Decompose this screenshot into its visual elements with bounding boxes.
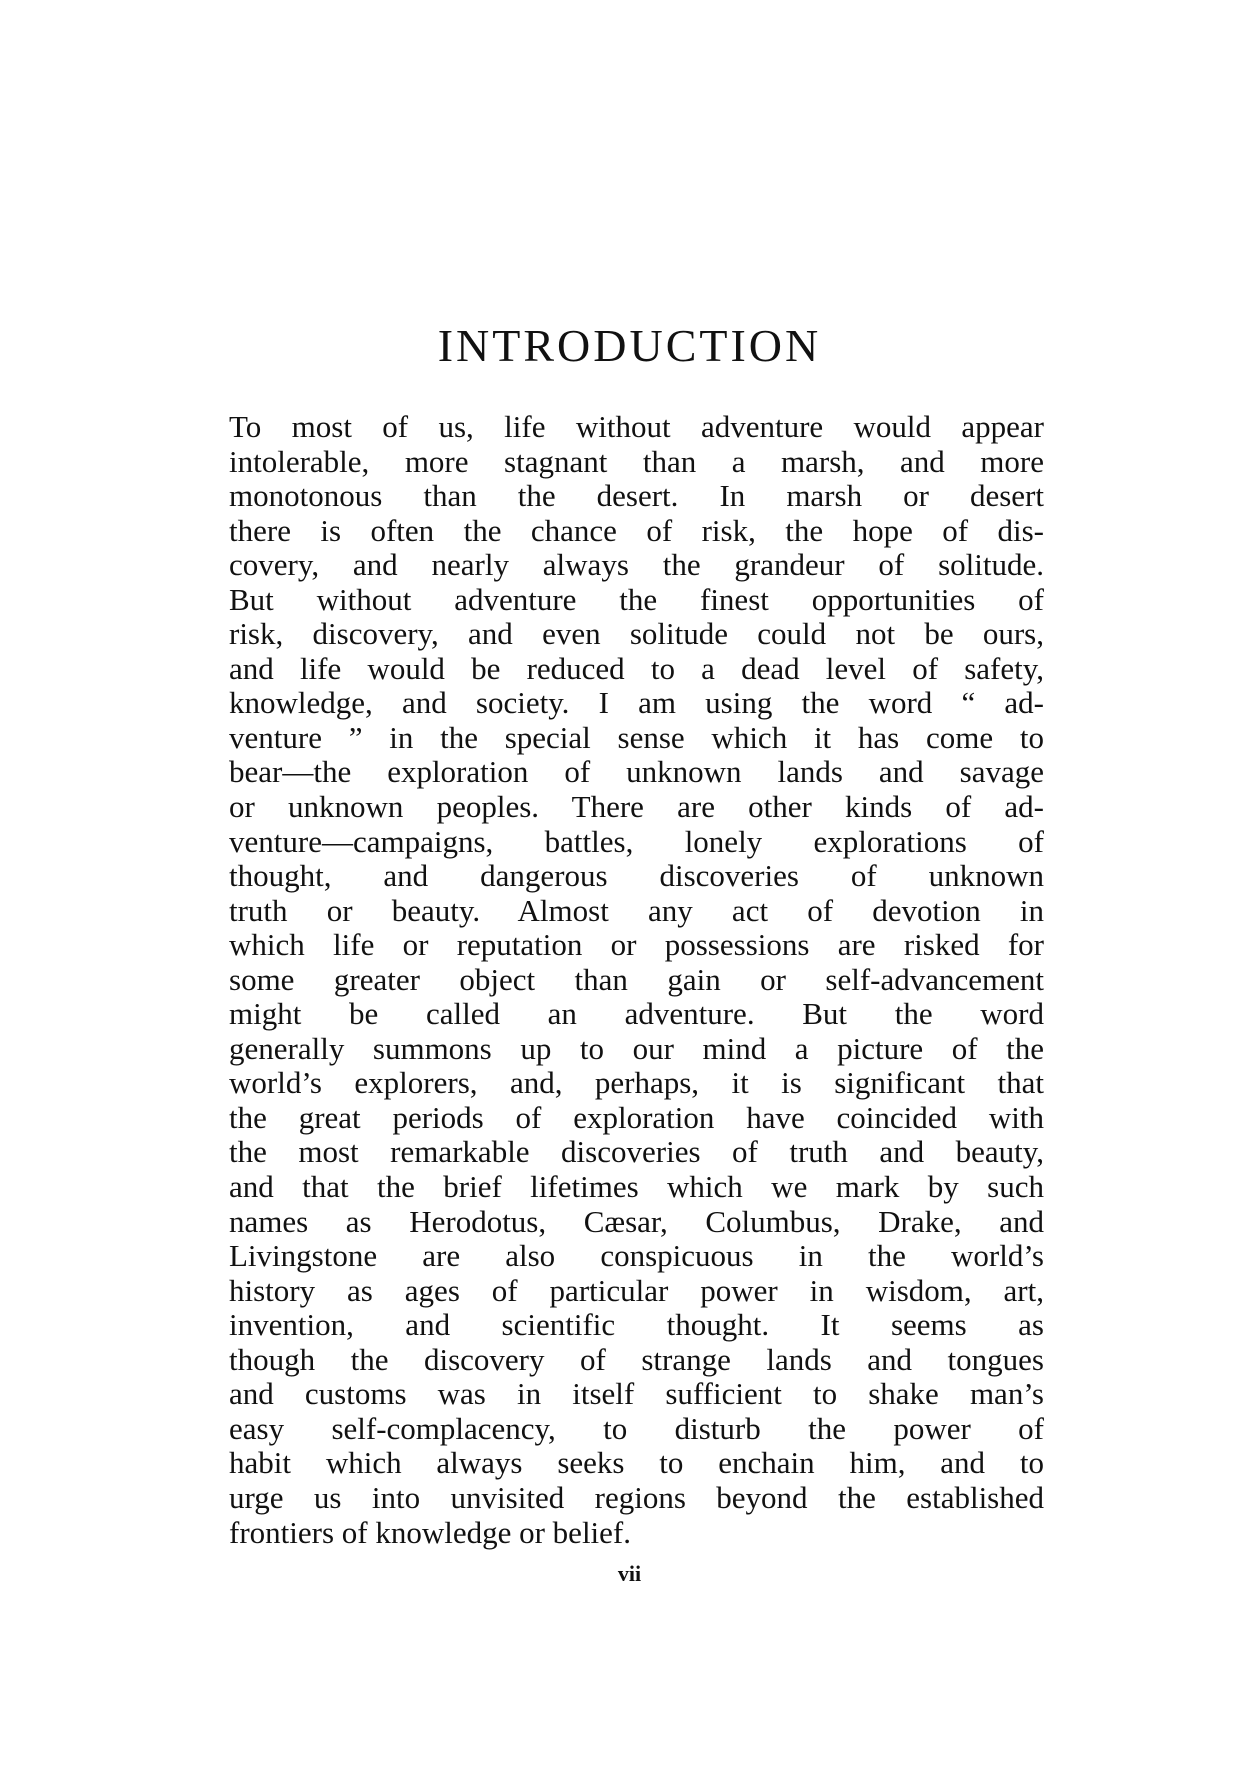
- paragraph-line: the great periods of exploration have coincided with: [229, 1099, 1044, 1135]
- paragraph-line: or unknown peoples. There are other kinds of ad-: [229, 789, 1044, 825]
- body-paragraph: [229, 410, 1044, 1550]
- paragraph-line: But without adventure the finest opportunities of: [229, 581, 1044, 617]
- paragraph-line: truth or beauty. Almost any act of devotion in: [229, 892, 1044, 928]
- paragraph-line: might be called an adventure. But the word: [229, 996, 1044, 1032]
- paragraph-line: venture—campaigns, battles, lonely explorations of: [229, 823, 1044, 859]
- paragraph-line: bear—the exploration of unknown lands and savage: [229, 754, 1044, 790]
- paragraph-line: To most of us, life without adventure would appear: [229, 409, 1044, 444]
- paragraph-line: names as Herodotus, Cæsar, Columbus, Drake, and: [229, 1203, 1044, 1239]
- paragraph-line: intolerable, more stagnant than a marsh, and more: [229, 443, 1044, 479]
- paragraph-line: history as ages of particular power in wisdom, art,: [229, 1272, 1044, 1308]
- paragraph-line: and life would be reduced to a dead level of safety,: [229, 650, 1044, 686]
- paragraph-line: some greater object than gain or self-advancement: [229, 961, 1044, 997]
- paragraph-line: the most remarkable discoveries of truth and beauty,: [229, 1134, 1044, 1170]
- page-title: INTRODUCTION: [437, 320, 822, 371]
- paragraph-line: invention, and scientific thought. It seems as: [229, 1307, 1044, 1343]
- paragraph-line: urge us into unvisited regions beyond the established: [229, 1479, 1044, 1515]
- paragraph-line: generally summons up to our mind a picture of the: [229, 1030, 1044, 1066]
- paragraph-line: easy self-complacency, to disturb the power of: [229, 1410, 1044, 1446]
- paragraph-line: venture ” in the special sense which it has come to: [229, 719, 1044, 755]
- paragraph-line: knowledge, and society. I am using the word “ ad-: [229, 685, 1044, 721]
- paragraph-line: there is often the chance of risk, the hope of dis-: [229, 512, 1044, 548]
- paragraph-line: monotonous than the desert. In marsh or desert: [229, 478, 1044, 514]
- paragraph-line: habit which always seeks to enchain him, and to: [229, 1445, 1044, 1481]
- paragraph-line: world’s explorers, and, perhaps, it is significant that: [229, 1065, 1044, 1101]
- paragraph-line: though the discovery of strange lands and tongues: [229, 1341, 1044, 1377]
- paragraph-line: frontiers of knowledge or belief.: [229, 1514, 632, 1550]
- page-number: vii: [617, 1561, 642, 1586]
- paragraph-line: covery, and nearly always the grandeur of solitude.: [229, 547, 1044, 583]
- paragraph-line: risk, discovery, and even solitude could not be ours,: [229, 616, 1044, 652]
- paragraph-line: Livingstone are also conspicuous in the world’s: [229, 1238, 1044, 1274]
- paragraph-line: thought, and dangerous discoveries of unknown: [229, 858, 1044, 894]
- paragraph-line: which life or reputation or possessions are risked for: [229, 927, 1044, 963]
- paragraph-line: and that the brief lifetimes which we mark by such: [229, 1169, 1044, 1205]
- paragraph-line: and customs was in itself sufficient to shake man’s: [229, 1376, 1044, 1412]
